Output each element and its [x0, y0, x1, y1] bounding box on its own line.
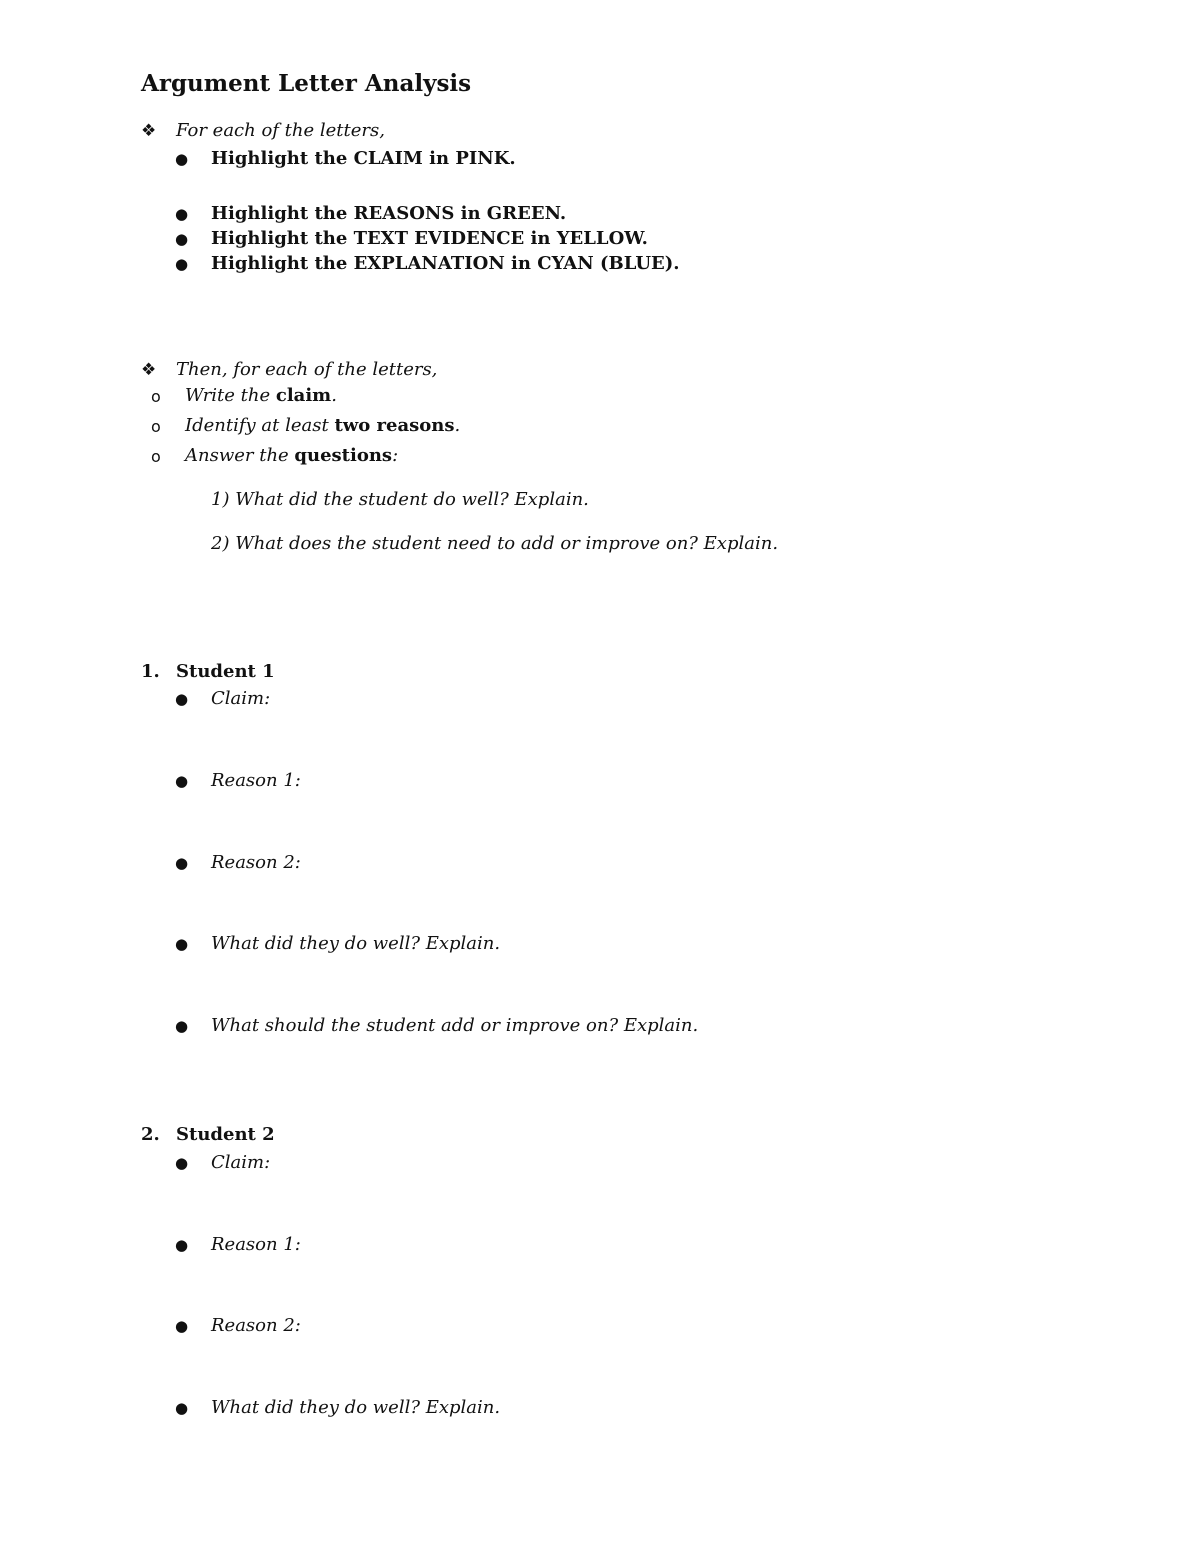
student-number: 1.: [141, 661, 160, 682]
bullet-icon: ●: [175, 1154, 189, 1172]
answer-questions-item: [185, 444, 398, 468]
bullet-icon: ●: [175, 150, 189, 168]
reason-1-prompt: Reason 1:: [211, 770, 301, 791]
highlight-claim-item: Highlight the CLAIM in PINK.: [211, 148, 516, 169]
bullet-icon: ●: [175, 935, 189, 953]
circle-bullet-icon: o: [151, 417, 161, 436]
bullet-icon: ●: [175, 772, 189, 790]
improve-prompt: What should the student add or improve on? Explain.: [211, 1015, 699, 1036]
identify-reasons-item: [185, 414, 460, 438]
section1-intro: For each of the letters,: [176, 120, 385, 141]
reason-2-prompt: Reason 2:: [211, 1315, 301, 1336]
student-heading: Student 1: [176, 661, 275, 682]
question-2: 2) What does the student need to add or improve on? Explain.: [211, 533, 779, 554]
bullet-icon: ●: [175, 1017, 189, 1035]
bullet-icon: ●: [175, 854, 189, 872]
write-claim-punct: .: [331, 385, 337, 406]
bullet-icon: ●: [175, 255, 189, 273]
highlight-reasons-item: Highlight the REASONS in GREEN.: [211, 203, 567, 224]
answer-questions-italic: Answer the: [185, 445, 295, 466]
claim-prompt: Claim:: [211, 688, 271, 709]
diamond-bullet-icon: ❖: [141, 360, 157, 380]
did-well-prompt: What did they do well? Explain.: [211, 1397, 501, 1418]
bullet-icon: ●: [175, 205, 189, 223]
highlight-evidence-item: Highlight the TEXT EVIDENCE in YELLOW.: [211, 228, 648, 249]
answer-questions-bold: questions: [294, 445, 393, 466]
bullet-icon: ●: [175, 1399, 189, 1417]
circle-bullet-icon: o: [151, 447, 161, 466]
identify-reasons-italic: Identify at least: [185, 415, 335, 436]
identify-reasons-punct: .: [454, 415, 461, 436]
document-title: Argument Letter Analysis: [141, 70, 472, 97]
circle-bullet-icon: o: [151, 387, 161, 406]
bullet-icon: ●: [175, 1317, 189, 1335]
question-1: 1) What did the student do well? Explain.: [211, 489, 589, 510]
student-heading: Student 2: [176, 1124, 275, 1145]
did-well-prompt: What did they do well? Explain.: [211, 933, 501, 954]
bullet-icon: ●: [175, 690, 189, 708]
section2-intro: Then, for each of the letters,: [176, 359, 438, 380]
bullet-icon: ●: [175, 230, 189, 248]
diamond-bullet-icon: ❖: [141, 121, 157, 141]
write-claim-bold: claim: [275, 385, 332, 406]
student-number: 2.: [141, 1124, 160, 1145]
write-claim-item: [185, 384, 337, 408]
reason-1-prompt: Reason 1:: [211, 1234, 301, 1255]
write-claim-italic: Write the: [185, 385, 276, 406]
answer-questions-punct: :: [392, 445, 399, 466]
highlight-explanation-item: Highlight the EXPLANATION in CYAN (BLUE).: [211, 253, 680, 274]
claim-prompt: Claim:: [211, 1152, 271, 1173]
reason-2-prompt: Reason 2:: [211, 852, 301, 873]
identify-reasons-bold: two reasons: [334, 415, 455, 436]
bullet-icon: ●: [175, 1236, 189, 1254]
